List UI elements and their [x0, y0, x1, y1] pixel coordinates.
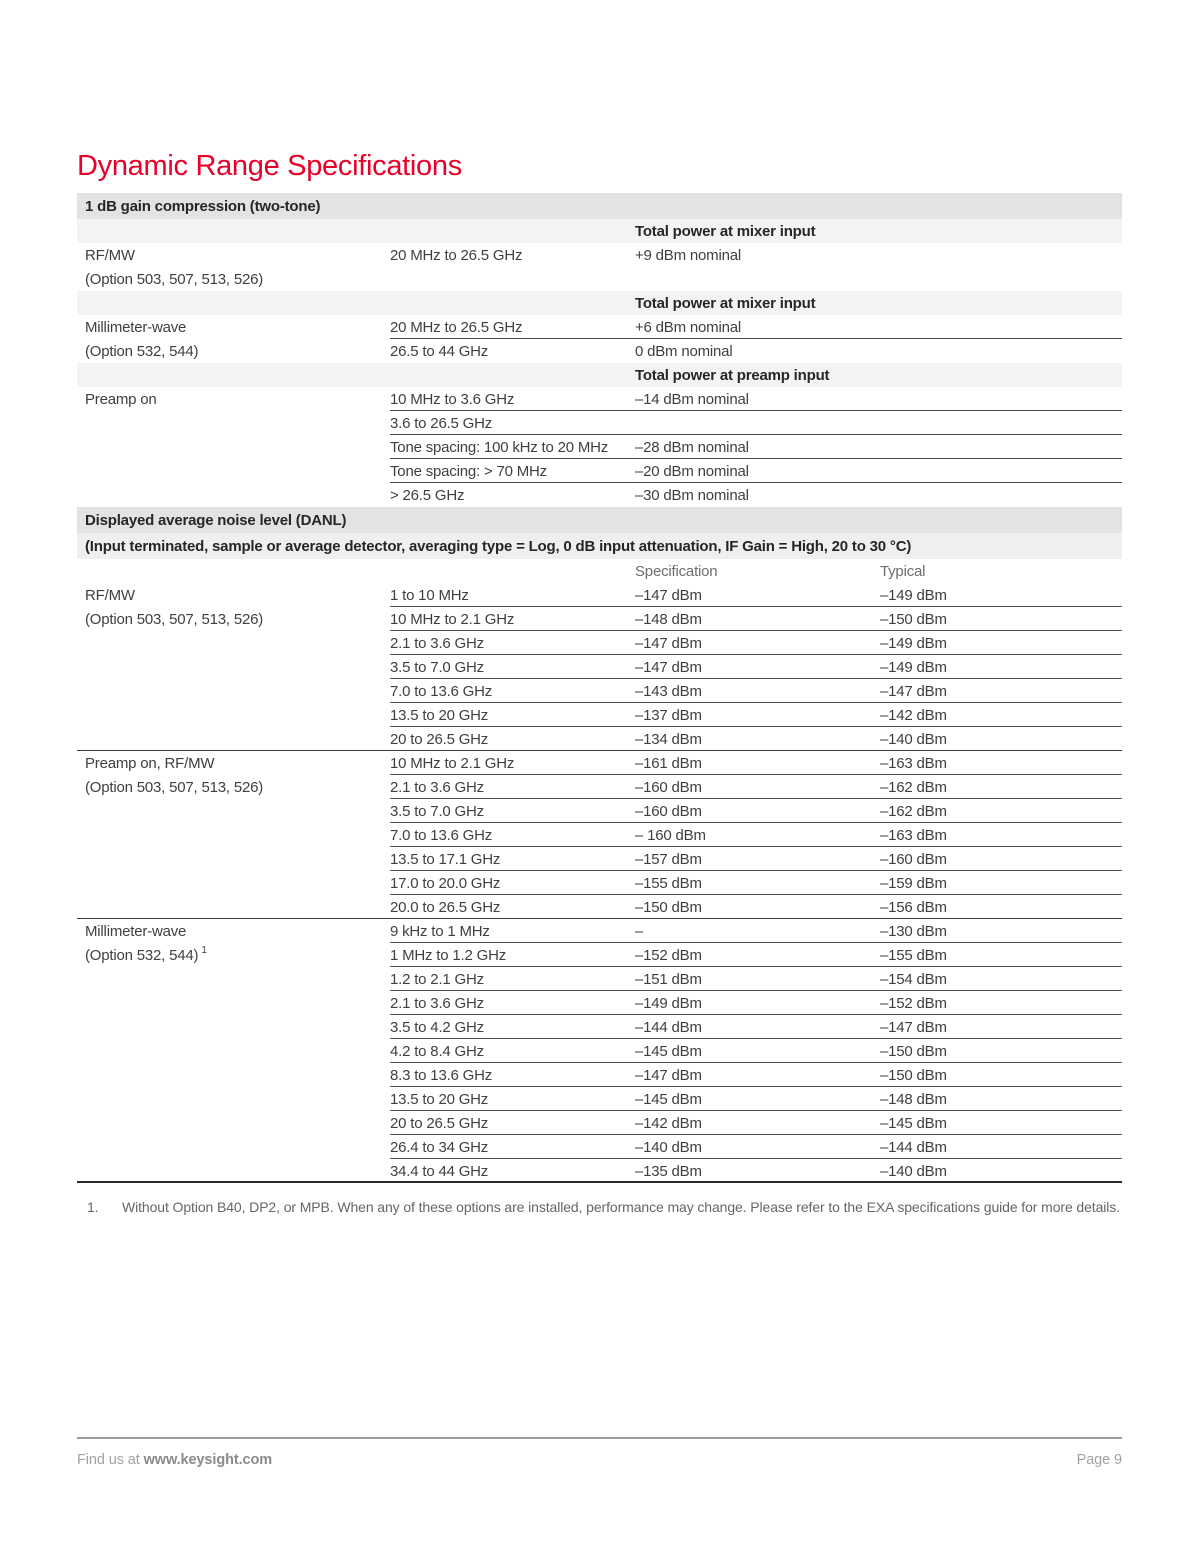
cell-text: –154 dBm [880, 970, 947, 988]
table-row [77, 387, 1122, 411]
cell-typical [880, 583, 947, 607]
cell-specification [635, 727, 702, 751]
table-row [77, 1015, 1122, 1039]
cell-text: –163 dBm [880, 826, 947, 844]
table-row [77, 1039, 1122, 1063]
cell-text: –155 dBm [635, 874, 702, 892]
cell-text: 3.5 to 4.2 GHz [390, 1018, 484, 1036]
cell-label [85, 267, 263, 291]
cell-frequency-range [390, 631, 484, 655]
cell-frequency-range [390, 895, 500, 919]
cell-text: 8.3 to 13.6 GHz [390, 1066, 493, 1084]
cell-text: –140 dBm [635, 1138, 702, 1156]
footnote-text: Without Option B40, DP2, or MPB. When any of these options are installed, performance may change. Please refer to the EXA specifications guide for more details. [122, 1199, 1120, 1215]
table-row [77, 583, 1122, 607]
cell-specification [635, 483, 749, 507]
cell-text: –149 dBm [880, 586, 947, 604]
cell-label [85, 193, 320, 219]
cell-typical [880, 631, 947, 655]
cell-text: –150 dBm [880, 1066, 947, 1084]
cell-text: 17.0 to 20.0 GHz [390, 874, 501, 892]
cell-specification [635, 679, 702, 703]
cell-frequency-range [390, 823, 492, 847]
cell-text: –162 dBm [880, 778, 947, 796]
cell-typical [880, 1039, 947, 1063]
table-row [77, 243, 1122, 267]
cell-specification [635, 655, 702, 679]
cell-text: –160 dBm [635, 778, 702, 796]
cell-specification [635, 243, 741, 267]
cell-text: Typical [880, 562, 926, 580]
cell-text: Total power at mixer input [635, 222, 816, 240]
cell-frequency-range [390, 943, 506, 967]
cell-text: 20 MHz to 26.5 GHz [390, 246, 523, 264]
cell-typical [880, 1159, 947, 1183]
cell-typical [880, 943, 947, 967]
cell-frequency-range [390, 387, 514, 411]
cell-frequency-range [390, 751, 514, 775]
cell-label [85, 919, 186, 943]
table-row [77, 775, 1122, 799]
cell-label [85, 315, 186, 339]
column-band-row [77, 291, 1122, 315]
table-row [77, 655, 1122, 679]
cell-typical [880, 919, 947, 943]
column-band-row [77, 363, 1122, 387]
cell-label [85, 533, 911, 559]
cell-text: Total power at preamp input [635, 366, 830, 384]
cell-text: 20 to 26.5 GHz [390, 1114, 489, 1132]
cell-specification [635, 219, 815, 243]
cell-label [85, 583, 135, 607]
cell-text: –151 dBm [635, 970, 702, 988]
cell-text: 2.1 to 3.6 GHz [390, 634, 484, 652]
cell-text: 20.0 to 26.5 GHz [390, 898, 501, 916]
cell-label [85, 751, 214, 775]
cell-text: +9 dBm nominal [635, 246, 742, 264]
table-row [77, 1087, 1122, 1111]
table-row [77, 267, 1122, 291]
cell-frequency-range [390, 607, 514, 631]
keysight-website-link[interactable]: www.keysight.com [143, 1452, 273, 1468]
cell-text: –130 dBm [880, 922, 947, 940]
cell-frequency-range [390, 703, 488, 727]
cell-text: –149 dBm [880, 658, 947, 676]
cell-text: –142 dBm [880, 706, 947, 724]
cell-typical [880, 1015, 947, 1039]
cell-text: –148 dBm [635, 610, 702, 628]
cell-text: –147 dBm [635, 634, 702, 652]
cell-frequency-range [390, 435, 608, 459]
table-row [77, 991, 1122, 1015]
table-row [77, 727, 1122, 751]
cell-text: –160 dBm [635, 802, 702, 820]
cell-specification [635, 363, 829, 387]
table-row [77, 315, 1122, 339]
cell-text: –20 dBm nominal [635, 462, 749, 480]
cell-text: 26.5 to 44 GHz [390, 342, 489, 360]
cell-typical [880, 1087, 947, 1111]
table-row [77, 483, 1122, 507]
cell-typical [880, 847, 947, 871]
cell-text: –148 dBm [880, 1090, 947, 1108]
cell-text: 7.0 to 13.6 GHz [390, 682, 493, 700]
cell-frequency-range [390, 1063, 492, 1087]
cell-text: –156 dBm [880, 898, 947, 916]
cell-text: 10 MHz to 3.6 GHz [390, 390, 515, 408]
cell-specification [635, 631, 702, 655]
cell-text: –160 dBm [880, 850, 947, 868]
table-row [77, 823, 1122, 847]
cell-label [85, 387, 157, 411]
cell-typical [880, 1135, 947, 1159]
cell-typical [880, 679, 947, 703]
cell-text: –152 dBm [880, 994, 947, 1012]
page-title: Dynamic Range Specifications [77, 150, 462, 183]
conditions-row [77, 533, 1122, 559]
cell-typical [880, 991, 947, 1015]
cell-specification [635, 607, 702, 631]
table-row [77, 339, 1122, 363]
cell-text: –145 dBm [635, 1090, 702, 1108]
cell-frequency-range [390, 1015, 484, 1039]
cell-typical [880, 559, 925, 583]
table-row [77, 411, 1122, 435]
cell-frequency-range [390, 411, 492, 435]
cell-text: –149 dBm [635, 994, 702, 1012]
table-row [77, 919, 1122, 943]
cell-text: –155 dBm [880, 946, 947, 964]
cell-text: 7.0 to 13.6 GHz [390, 826, 493, 844]
cell-text: – 160 dBm [635, 826, 706, 844]
cell-text: –161 dBm [635, 754, 702, 772]
cell-text: – [635, 922, 644, 940]
cell-text: –144 dBm [880, 1138, 947, 1156]
cell-text: –135 dBm [635, 1162, 702, 1180]
cell-text: 20 to 26.5 GHz [390, 730, 489, 748]
table-row [77, 679, 1122, 703]
cell-text: 1 dB gain compression (two-tone) [85, 197, 321, 215]
cell-typical [880, 1111, 947, 1135]
cell-text: (Option 503, 507, 513, 526) [85, 778, 264, 796]
cell-specification [635, 435, 749, 459]
cell-text: 2.1 to 3.6 GHz [390, 778, 484, 796]
cell-specification [635, 1111, 702, 1135]
cell-text: –145 dBm [880, 1114, 947, 1132]
cell-typical [880, 703, 947, 727]
cell-text: 26.4 to 34 GHz [390, 1138, 489, 1156]
cell-text: –150 dBm [880, 610, 947, 628]
cell-text: Millimeter-wave [85, 318, 187, 336]
cell-text: RF/MW [85, 246, 135, 264]
cell-frequency-range [390, 967, 484, 991]
cell-text: –140 dBm [880, 1162, 947, 1180]
cell-specification [635, 387, 749, 411]
cell-frequency-range [390, 1111, 488, 1135]
cell-text: 13.5 to 20 GHz [390, 1090, 489, 1108]
cell-text: –147 dBm [635, 658, 702, 676]
specifications-table [77, 193, 1122, 1183]
cell-text: –162 dBm [880, 802, 947, 820]
cell-typical [880, 727, 947, 751]
cell-specification [635, 559, 717, 583]
cell-typical [880, 775, 947, 799]
cell-label [85, 607, 263, 631]
cell-frequency-range [390, 1039, 484, 1063]
cell-text: (Option 532, 544) [85, 946, 199, 964]
cell-text: 3.5 to 7.0 GHz [390, 658, 484, 676]
cell-typical [880, 607, 947, 631]
cell-specification [635, 703, 702, 727]
cell-text: 2.1 to 3.6 GHz [390, 994, 484, 1012]
cell-frequency-range [390, 655, 484, 679]
cell-text: 13.5 to 20 GHz [390, 706, 489, 724]
cell-typical [880, 895, 947, 919]
cell-typical [880, 751, 947, 775]
table-row [77, 703, 1122, 727]
cell-text: –142 dBm [635, 1114, 702, 1132]
section-header-row [77, 193, 1122, 219]
cell-label [85, 243, 135, 267]
cell-typical [880, 967, 947, 991]
cell-frequency-range [390, 315, 522, 339]
footnote-number: 1. [87, 1199, 99, 1215]
table-row [77, 895, 1122, 919]
cell-text: 3.6 to 26.5 GHz [390, 414, 493, 432]
cell-text: –159 dBm [880, 874, 947, 892]
table-row [77, 943, 1122, 967]
table-row [77, 967, 1122, 991]
cell-typical [880, 871, 947, 895]
table-row [77, 847, 1122, 871]
cell-frequency-range [390, 799, 484, 823]
cell-specification [635, 919, 643, 943]
cell-text: (Option 503, 507, 513, 526) [85, 270, 264, 288]
cell-text: > 26.5 GHz [390, 486, 465, 504]
cell-label [85, 775, 263, 799]
table-row [77, 1159, 1122, 1183]
cell-specification [635, 1135, 702, 1159]
table-row [77, 607, 1122, 631]
cell-text: –147 dBm [880, 682, 947, 700]
cell-specification [635, 775, 702, 799]
cell-specification [635, 1087, 702, 1111]
cell-frequency-range [390, 1159, 488, 1183]
cell-typical [880, 823, 947, 847]
cell-text: –147 dBm [635, 1066, 702, 1084]
cell-frequency-range [390, 459, 547, 483]
cell-text: –137 dBm [635, 706, 702, 724]
cell-typical [880, 1063, 947, 1087]
cell-text: –147 dBm [635, 586, 702, 604]
cell-frequency-range [390, 483, 464, 507]
cell-specification [635, 339, 732, 363]
cell-text: –152 dBm [635, 946, 702, 964]
cell-text: (Option 532, 544) [85, 342, 199, 360]
footer-divider [77, 1437, 1122, 1439]
cell-text: 1 MHz to 1.2 GHz [390, 946, 507, 964]
cell-text: 1.2 to 2.1 GHz [390, 970, 484, 988]
column-header-row [77, 559, 1122, 583]
cell-text: 10 MHz to 2.1 GHz [390, 754, 515, 772]
column-band-row [77, 219, 1122, 243]
cell-specification [635, 967, 702, 991]
cell-specification [635, 991, 702, 1015]
cell-specification [635, 1015, 702, 1039]
cell-specification [635, 291, 815, 315]
cell-specification [635, 315, 741, 339]
cell-frequency-range [390, 1135, 488, 1159]
cell-frequency-range [390, 679, 492, 703]
cell-text: –140 dBm [880, 730, 947, 748]
cell-frequency-range [390, 339, 488, 363]
cell-specification [635, 895, 702, 919]
cell-text: –157 dBm [635, 850, 702, 868]
cell-text: 0 dBm nominal [635, 342, 733, 360]
cell-text: 9 kHz to 1 MHz [390, 922, 490, 940]
cell-frequency-range [390, 1087, 488, 1111]
table-row [77, 459, 1122, 483]
cell-text: –147 dBm [880, 1018, 947, 1036]
cell-text: 4.2 to 8.4 GHz [390, 1042, 484, 1060]
cell-text: (Option 503, 507, 513, 526) [85, 610, 264, 628]
cell-text: +6 dBm nominal [635, 318, 742, 336]
footnote [77, 1196, 1122, 1218]
table-row [77, 799, 1122, 823]
cell-label [85, 339, 198, 363]
table-row [77, 631, 1122, 655]
table-row [77, 1063, 1122, 1087]
cell-text: –14 dBm nominal [635, 390, 749, 408]
cell-label: (Option 532, 544) $^1$ [85, 945, 207, 964]
cell-text: –145 dBm [635, 1042, 702, 1060]
cell-specification [635, 943, 702, 967]
cell-specification [635, 847, 702, 871]
cell-text: –134 dBm [635, 730, 702, 748]
table-row [77, 435, 1122, 459]
cell-frequency-range [390, 727, 488, 751]
cell-text: –30 dBm nominal [635, 486, 749, 504]
table-row [77, 751, 1122, 775]
table-row [77, 1111, 1122, 1135]
cell-specification [635, 583, 702, 607]
cell-text: Tone spacing: > 70 MHz [390, 462, 547, 480]
cell-text: (Input terminated, sample or average detector, averaging type = Log, 0 dB input attenuation, IF Gain = High, 20 to 30 °C) [85, 537, 912, 555]
table-row [77, 1135, 1122, 1159]
cell-specification [635, 871, 702, 895]
row-divider [77, 1181, 1122, 1183]
cell-frequency-range [390, 775, 484, 799]
cell-specification [635, 751, 702, 775]
cell-frequency-range [390, 991, 484, 1015]
cell-text: –144 dBm [635, 1018, 702, 1036]
cell-text: –150 dBm [635, 898, 702, 916]
cell-text: Preamp on, RF/MW [85, 754, 215, 772]
cell-typical [880, 799, 947, 823]
table-row [77, 871, 1122, 895]
cell-text: 3.5 to 7.0 GHz [390, 802, 484, 820]
page-number: Page 9 [1076, 1452, 1122, 1468]
cell-specification [635, 1039, 702, 1063]
cell-specification [635, 799, 702, 823]
cell-specification [635, 1063, 702, 1087]
cell-frequency-range [390, 919, 490, 943]
cell-typical [880, 655, 947, 679]
section-header-row [77, 507, 1122, 533]
cell-text: 1 to 10 MHz [390, 586, 469, 604]
cell-text: 13.5 to 17.1 GHz [390, 850, 501, 868]
cell-frequency-range [390, 847, 500, 871]
cell-text: 20 MHz to 26.5 GHz [390, 318, 523, 336]
cell-label [85, 507, 346, 533]
cell-specification [635, 459, 749, 483]
cell-text: –149 dBm [880, 634, 947, 652]
cell-text: Total power at mixer input [635, 294, 816, 312]
cell-specification [635, 1159, 702, 1183]
cell-text: Tone spacing: 100 kHz to 20 MHz [390, 438, 609, 456]
cell-text: RF/MW [85, 586, 135, 604]
cell-text: Displayed average noise level (DANL) [85, 511, 347, 529]
cell-frequency-range [390, 871, 500, 895]
cell-text: 10 MHz to 2.1 GHz [390, 610, 515, 628]
cell-text: Specification [635, 562, 718, 580]
cell-text: –143 dBm [635, 682, 702, 700]
cell-text: –150 dBm [880, 1042, 947, 1060]
cell-text: –28 dBm nominal [635, 438, 749, 456]
cell-frequency-range [390, 583, 469, 607]
cell-text: Preamp on [85, 390, 157, 408]
cell-frequency-range [390, 243, 522, 267]
cell-specification [635, 823, 706, 847]
page-footer [77, 1452, 1122, 1468]
cell-text: –163 dBm [880, 754, 947, 772]
cell-text: Millimeter-wave [85, 922, 187, 940]
cell-text: 34.4 to 44 GHz [390, 1162, 489, 1180]
footer-find-us-label: Find us at [77, 1452, 144, 1468]
